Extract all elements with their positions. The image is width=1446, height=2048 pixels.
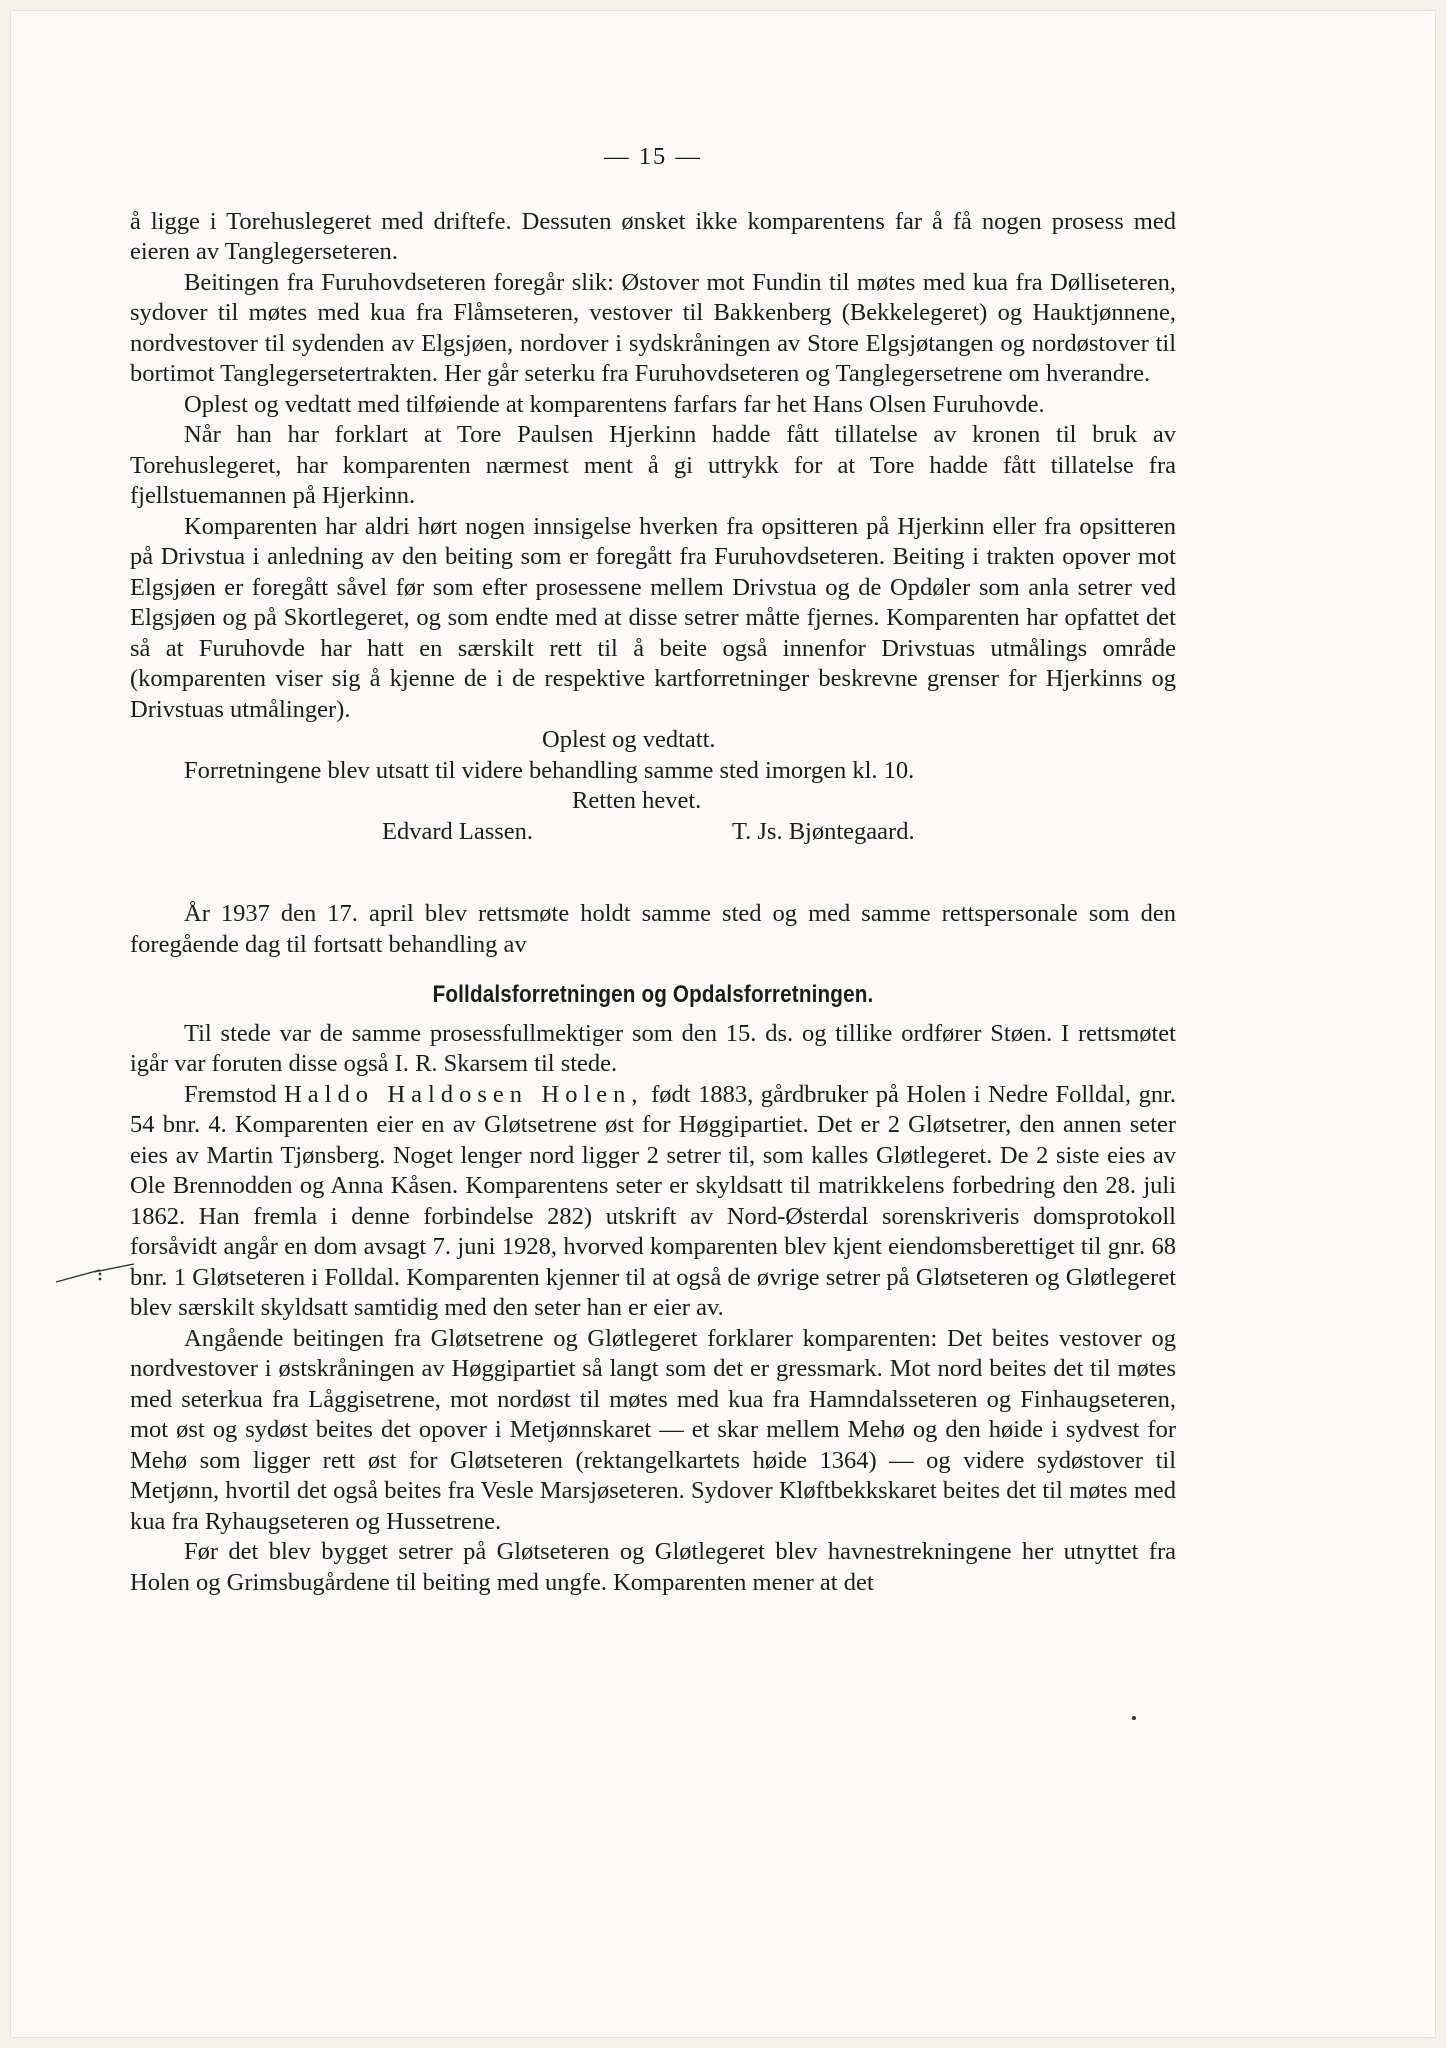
intro-paragraph: År 1937 den 17. april blev rettsmøte holdt samme sted og med samme rettspersonale som den foregående dag til fortsatt behandling av (130, 900, 1176, 958)
signature-lassen: Edvard Lassen. (382, 817, 534, 845)
fremstod-text: født 1883, gårdbruker på Holen i Nedre Folldal, gnr. 54 bnr. 4. Komparenten eier en av Gløtsetrene øst for Høggipartiet. Det er 2 Gløtsetrer, den annen seter eies av Martin Tjønsberg. Noget lenger nord ligger 2 setrer til, som kalles Gløtlegeret. De 2 siste eies av Ole Brennodden og Anna Kåsen. Komparentens seter er skyldsatt til matrikkelens forbedring den 28. juli 1862. Han fremla i denne forbindelse 282) utskrift av Nord-Østerdal sorenskriveris domsprotokoll forsåvidt angår en dom avsagt 7. juni 1928, hvorved komparenten blev kjent eiendomsberettiget til gnr. 68 bnr. 1 Gløtseteren i Folldal. Komparenten kjenner til at også de øvrige setrer på Gløtseteren og Gløtlegeret blev særskilt skyldsatt samtidig med den seter han er eier av. (130, 1080, 1176, 1321)
paragraph: Til stede var de samme prosessfullmektiger som den 15. ds. og tillike ordfører Støen. I rettsmøtet igår var foruten disse også I. R. Skarsem til stede. (130, 1019, 1176, 1077)
paragraph: å ligge i Torehuslegeret med driftefe. Dessuten ønsket ikke komparentens far å få nogen prosess med eieren av Tanglegerseteren. (130, 207, 1176, 265)
retten-hevet-line: Retten hevet. (572, 787, 702, 814)
signatures (130, 817, 1176, 848)
paragraph: Komparenten har aldri hørt nogen innsigelse hverken fra opsitteren på Hjerkinn eller fra opsitteren på Drivstua i anledning av den beiting som er foregått fra Furuhovdseteren. Beiting i trakten opover mot Elgsjøen er foregått såvel før som efter prosessene mellem Drivstua og de Opdøler som anla setrer ved Elgsjøen og på Skortlegeret, og som endte med at disse setrer måtte fjernes. Komparenten har opfattet det så at Furuhovde har hatt en særskilt rett til å beite også innenfor Drivstuas utmålings område (komparenten viser sig å kjenne de i de respektive kartforretninger beskrevne grenser for Hjerkinns og Drivstuas utmålinger). (130, 512, 1176, 723)
page-number: — 15 — (604, 143, 702, 170)
document-body (130, 142, 1176, 1598)
margin-mark (54, 1262, 136, 1286)
ink-dot (1132, 1716, 1136, 1720)
paragraph: Oplest og vedtatt med tilføiende at komparentens farfars far het Hans Olsen Furuhovde. (184, 390, 1045, 418)
paragraph-fremstod (130, 1080, 1176, 1324)
paragraph: Angående beitingen fra Gløtsetrene og Gløtlegeret forklarer komparenten: Det beites vestover og nordvestover i østskråningen av Høggipartiet så langt som det er gressmark. Mot nord beites det til møtes med seterkua fra Låggisetrene, mot nordøst til møtes med kua fra Hamndalsseteren og Finhaugseteren, mot øst og sydøst beites det opover i Metjønnskaret — et skar mellem Mehø og den høide i sydvest for Mehø som ligger rett øst for Gløtseteren (rektangelkartets høide 1364) — og videre sydøstover til Metjønn, hvortil det også beites fra Vesle Marsjøseteren. Sydover Kløftbekkskaret beites det til møtes med kua fra Ryhaugseteren og Hussetrene. (130, 1324, 1176, 1535)
witness-name: Haldo Haldosen Holen, (284, 1080, 644, 1108)
paper-sheet (10, 10, 1436, 2038)
paragraph: Før det blev bygget setrer på Gløtseteren og Gløtlegeret blev havnestrekningene her utnyttet fra Holen og Grimsbugårdene til beiting med ungfe. Komparenten mener at det (130, 1538, 1176, 1596)
adjournment-line: Forretningene blev utsatt til videre behandling samme sted imorgen kl. 10. (184, 756, 915, 784)
section-heading: Folldalsforretningen og Opdalsforretningen. (432, 981, 874, 1008)
signature-bjontegaard: T. Js. Bjøntegaard. (732, 817, 915, 845)
oplest-line: Oplest og vedtatt. (542, 726, 716, 753)
paragraph: Beitingen fra Furuhovdseteren foregår slik: Østover mot Fundin til møtes med kua fra Dølliseteren, sydover til møtes med kua fra Flåmseteren, vestover til Bakkenberg (Bekkelegeret) og Hauktjønnene, nordvestover til sydenden av Elgsjøen, nordover i sydskråningen av Store Elgsjøtangen og nordøstover til bortimot Tanglegersetertrakten. Her går seterku fra Furuhovdseteren og Tanglegersetrene om hverandre. (130, 268, 1176, 387)
section-gap (130, 847, 1176, 899)
paragraph: Når han har forklart at Tore Paulsen Hjerkinn hadde fått tillatelse av kronen til bruk av Torehuslegeret, har komparenten nærmest ment å gi uttrykk for at Tore hadde fått tillatelse fra fjellstuemannen på Hjerkinn. (130, 421, 1176, 509)
fremstod-lead: Fremstod (184, 1080, 277, 1108)
